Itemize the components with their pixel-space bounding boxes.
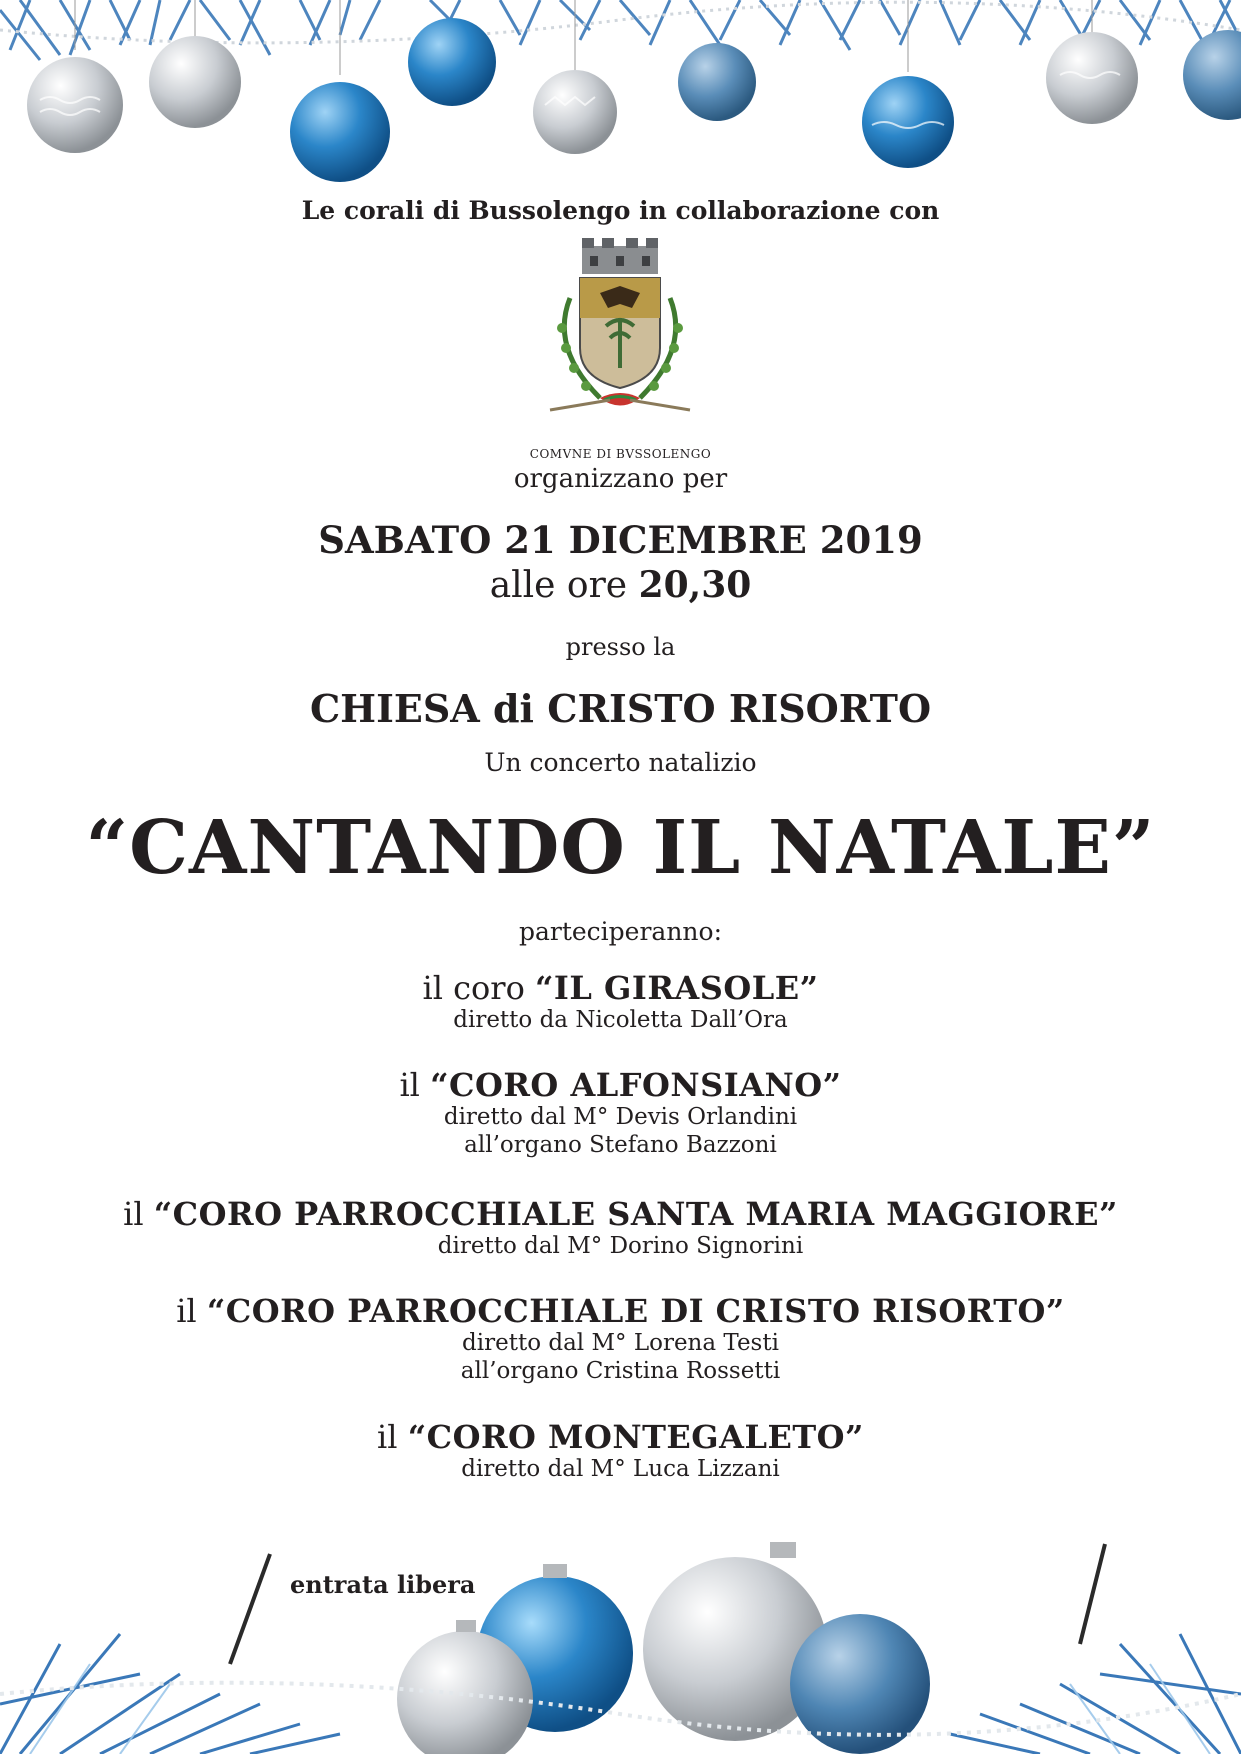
municipal-crest-icon [540,238,700,428]
choir-montegaleto [0,1419,1241,1483]
choir-name [0,1293,1241,1329]
crest-caption: COMVNE DI BVSSOLENGO [529,447,712,461]
choir-prefix: il [399,1066,420,1104]
choir-santa-maria-maggiore [0,1196,1241,1260]
choir-il-girasole [0,970,1241,1034]
intro-text: Le corali di Bussolengo in collaborazione con [301,196,940,225]
organize-text: organizzano per [513,464,728,494]
choir-title: “CORO PARROCCHIALE DI CRISTO RISORTO” [206,1292,1065,1330]
choir-director: diretto da Nicoletta Dall’Ora [453,1007,788,1033]
choir-name [0,970,1241,1006]
choir-prefix: il coro [422,969,525,1007]
event-title: “CANTANDO IL NATALE” [85,805,1156,891]
choir-name [0,1419,1241,1455]
choir-title: “CORO MONTEGALETO” [407,1418,864,1456]
event-subtitle: Un concerto natalizio [484,748,757,777]
choir-alfonsiano [0,1067,1241,1159]
choir-organist: all’organo Stefano Bazzoni [464,1132,777,1158]
choir-name [0,1067,1241,1103]
choir-title: “IL GIRASOLE” [535,969,819,1007]
place-intro: presso la [565,633,676,661]
choir-director: diretto dal M° Dorino Signorini [437,1233,804,1259]
christmas-ornaments-bottom [0,1524,1241,1754]
choir-title: “CORO ALFONSIANO” [430,1066,842,1104]
choir-prefix: il [123,1195,144,1233]
event-time [0,564,1241,606]
choir-director: diretto dal M° Devis Orlandini [443,1104,798,1130]
choir-cristo-risorto [0,1293,1241,1385]
time-prefix: alle ore [489,565,628,606]
choir-name [0,1196,1241,1232]
free-entry-text: entrata libera [290,1570,476,1599]
choir-director: diretto dal M° Luca Lizzani [461,1456,780,1482]
choir-title: “CORO PARROCCHIALE SANTA MARIA MAGGIORE” [153,1195,1118,1233]
choir-director: diretto dal M° Lorena Testi [462,1330,779,1356]
choir-organist: all’organo Cristina Rossetti [460,1358,781,1384]
event-place: CHIESA di CRISTO RISORTO [309,686,932,731]
time-value: 20,30 [638,564,752,606]
christmas-ornaments-top [0,0,1241,190]
choir-prefix: il [176,1292,197,1330]
event-date: SABATO 21 DICEMBRE 2019 [318,518,923,562]
participants-intro: parteciperanno: [518,917,723,946]
choir-prefix: il [377,1418,398,1456]
